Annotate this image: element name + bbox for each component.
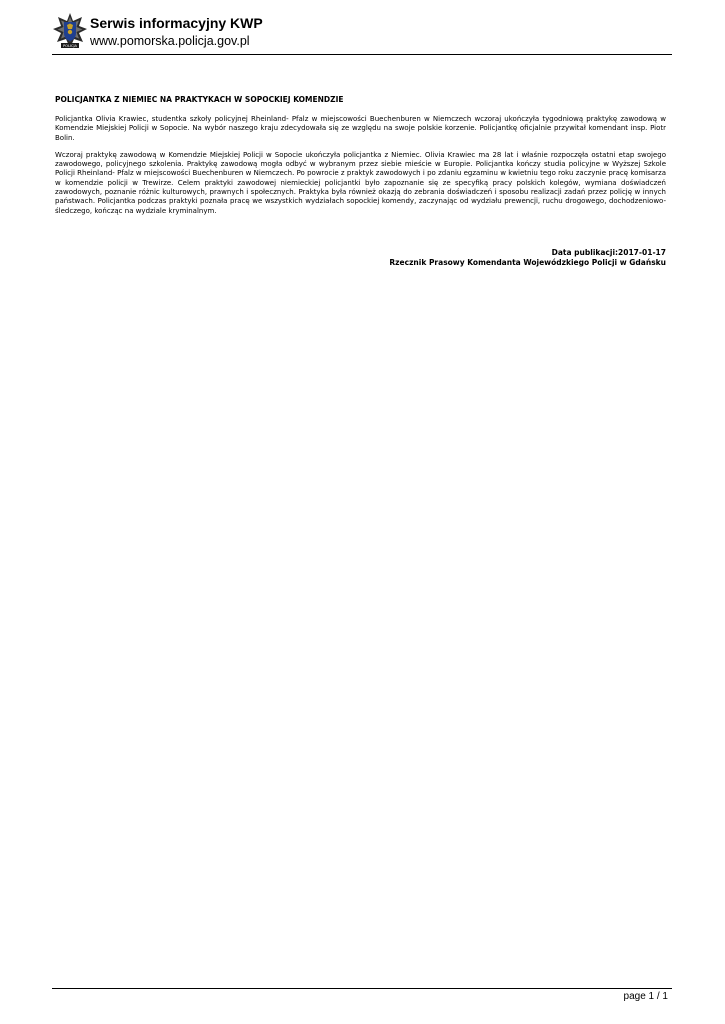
- article-paragraph-lead: Policjantka Olivia Krawiec, studentka szkoły policyjnej Rheinland- Pfalz w miejscowości Buechenburen w Niemczech wczoraj ukończyła tygodniową praktykę zawodową w Komendzie Miejskiej Policji w Sopocie. Na wybór naszego kraju zdecydowała się ze względu na swoje polskie korzenie. Policjantkę oficjalnie przywitał komendant insp. Piotr Bolin.: [55, 115, 666, 142]
- article-body: [55, 95, 666, 224]
- site-url[interactable]: www.pomorska.policja.gov.pl: [90, 34, 250, 48]
- article-author: Rzecznik Prasowy Komendanta Wojewódzkiego Policji w Gdańsku: [389, 258, 666, 267]
- page-number: page 1 / 1: [623, 991, 668, 1002]
- page-header: [52, 12, 672, 56]
- logo-text: POLICJA: [62, 44, 78, 48]
- publication-info: [300, 248, 666, 268]
- site-title: Serwis informacyjny KWP: [90, 15, 263, 31]
- police-star-logo-icon: [52, 12, 88, 54]
- article-title: POLICJANTKA Z NIEMIEC NA PRAKTYKACH W SOPOCKIEJ KOMENDZIE: [55, 95, 344, 104]
- header-divider: [52, 54, 672, 55]
- publication-date: Data publikacji:2017-01-17: [551, 248, 666, 257]
- footer-divider: [52, 988, 672, 989]
- article-paragraph-body: Wczoraj praktykę zawodową w Komendzie Miejskiej Policji w Sopocie ukończyła policjantka z Niemiec. Olivia Krawiec ma 28 lat i właśnie rozpoczęła ostatni etap swojego zawodowego, policyjnego szkolenia. Praktykę zawodową mogła odbyć w wybranym przez siebie mieście w Europie. Policjantka kończy studia policyjne w Wyższej Szkole Policji Rheinland- Pfalz w miejscowości Buechenburen w Niemczech. Po powrocie z praktyk zawodowych i po zdaniu egzaminu w kwietniu tego roku zaczynie pracę komisarza w komendzie policji w Trewirze. Celem praktyki zawodowej niemieckiej policjantki było zapoznanie się ze specyfiką pracy polskich kolegów, wymiana doświadczeń zawodowych, poznanie różnic kulturowych, prawnych i społecznych. Praktyka była również okazją do zebrania doświadczeń i sposobu realizacji zadań przez policję w innych państwach. Policjantka podczas praktyki poznała pracę we wszystkich wydziałach sopockiej komendy, zaczynając od wydziału prewencji, ruchu drogowego, dochodzeniowo-śledczego, kończąc na wydziale kryminalnym.: [55, 150, 666, 215]
